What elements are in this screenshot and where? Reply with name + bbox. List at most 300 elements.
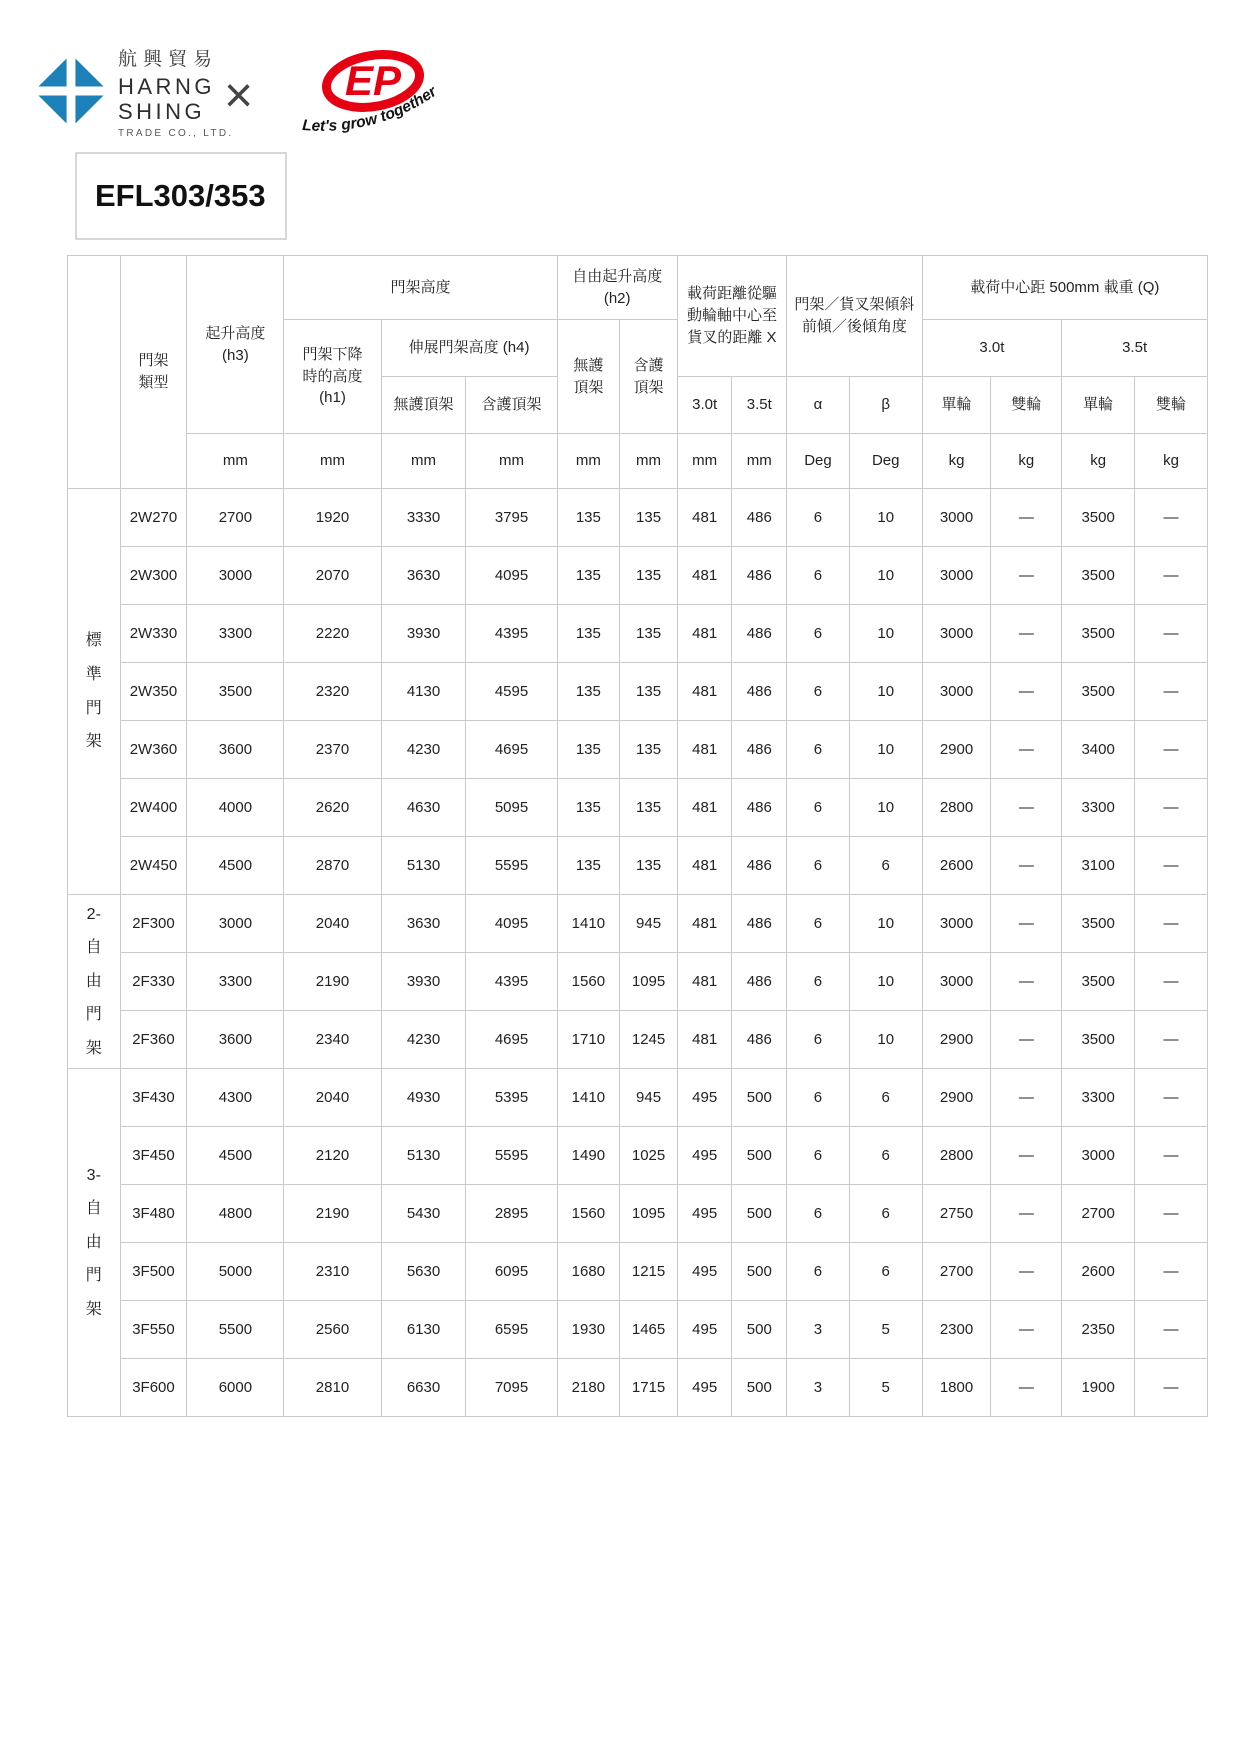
value-cell: 3500 <box>1062 547 1135 605</box>
value-cell: 2220 <box>284 605 381 663</box>
value-cell: 4230 <box>381 721 466 779</box>
header-free-lift-no-guard <box>557 320 620 434</box>
value-cell: 481 <box>677 605 732 663</box>
mast-model-cell: 2W360 <box>120 721 187 779</box>
value-cell: 10 <box>849 1011 922 1069</box>
value-cell: 3 <box>787 1301 850 1359</box>
value-cell: 6 <box>787 547 850 605</box>
value-cell: 1245 <box>620 1011 678 1069</box>
company-subtitle: TRADE CO., LTD. <box>118 127 234 139</box>
value-cell: 5 <box>849 1359 922 1417</box>
value-cell: 6 <box>787 953 850 1011</box>
value-cell: 3930 <box>381 605 466 663</box>
value-cell: 2310 <box>284 1243 381 1301</box>
value-cell: 481 <box>677 953 732 1011</box>
value-cell: 2620 <box>284 779 381 837</box>
value-cell: 6130 <box>381 1301 466 1359</box>
text-line: 標 <box>85 632 102 650</box>
value-cell: 10 <box>849 489 922 547</box>
value-cell: 486 <box>732 837 787 895</box>
value-cell: 1095 <box>620 953 678 1011</box>
value-cell: 1025 <box>620 1127 678 1185</box>
header-free-lift-with-guard <box>620 320 678 434</box>
value-cell: — <box>1135 1127 1208 1185</box>
table-row <box>68 895 1208 953</box>
text-line: 含護 <box>633 356 664 374</box>
value-cell: — <box>991 953 1062 1011</box>
unit-cell: mm <box>381 434 466 489</box>
value-cell: 1410 <box>557 895 620 953</box>
value-cell: 2350 <box>1062 1301 1135 1359</box>
value-cell: 3000 <box>922 547 991 605</box>
value-cell: 4630 <box>381 779 466 837</box>
table-row <box>68 1069 1208 1127</box>
value-cell: 1215 <box>620 1243 678 1301</box>
value-cell: 500 <box>732 1069 787 1127</box>
text-line: 2- <box>86 905 101 923</box>
value-cell: 5130 <box>381 1127 466 1185</box>
value-cell: 481 <box>677 663 732 721</box>
value-cell: 135 <box>557 605 620 663</box>
ep-initials: EP <box>344 57 402 104</box>
value-cell: 500 <box>732 1243 787 1301</box>
value-cell: — <box>1135 837 1208 895</box>
value-cell: 135 <box>620 605 678 663</box>
value-cell: 945 <box>620 895 678 953</box>
value-cell: 3500 <box>1062 663 1135 721</box>
group-label <box>68 489 121 895</box>
header-mast-height-group: 門架高度 <box>284 256 557 320</box>
value-cell: 2600 <box>1062 1243 1135 1301</box>
value-cell: 486 <box>732 1011 787 1069</box>
text-line: 自 <box>85 1200 102 1218</box>
table-row <box>68 663 1208 721</box>
units-row <box>68 434 1208 489</box>
value-cell: 4300 <box>187 1069 284 1127</box>
value-cell: 135 <box>557 779 620 837</box>
value-cell: 10 <box>849 721 922 779</box>
header-extended-height-h4: 伸展門架高度 (h4) <box>381 320 557 377</box>
value-cell: 1930 <box>557 1301 620 1359</box>
value-cell: 2040 <box>284 1069 381 1127</box>
text-line: 頂架 <box>573 378 604 396</box>
header-double-wheel-3-0t: 雙輪 <box>991 377 1062 434</box>
value-cell: 2560 <box>284 1301 381 1359</box>
corner-cell <box>68 256 121 489</box>
value-cell: — <box>991 779 1062 837</box>
value-cell: 2320 <box>284 663 381 721</box>
value-cell: 486 <box>732 895 787 953</box>
text-line: 前傾／後傾角度 <box>801 318 907 335</box>
value-cell: 2040 <box>284 895 381 953</box>
value-cell: 1920 <box>284 489 381 547</box>
value-cell: — <box>1135 1243 1208 1301</box>
value-cell: 3100 <box>1062 837 1135 895</box>
mast-model-cell: 3F550 <box>120 1301 187 1359</box>
value-cell: 135 <box>557 837 620 895</box>
value-cell: 4395 <box>466 953 557 1011</box>
value-cell: 5130 <box>381 837 466 895</box>
value-cell: 6000 <box>187 1359 284 1417</box>
table-row <box>68 1359 1208 1417</box>
value-cell: 2300 <box>922 1301 991 1359</box>
value-cell: 481 <box>677 721 732 779</box>
value-cell: 3630 <box>381 547 466 605</box>
value-cell: 6095 <box>466 1243 557 1301</box>
table-row <box>68 1185 1208 1243</box>
mast-model-cell: 2W450 <box>120 837 187 895</box>
value-cell: 6 <box>787 837 850 895</box>
value-cell: 1465 <box>620 1301 678 1359</box>
value-cell: 500 <box>732 1359 787 1417</box>
value-cell: 2900 <box>922 1069 991 1127</box>
unit-cell: kg <box>1135 434 1208 489</box>
value-cell: 6 <box>787 1011 850 1069</box>
value-cell: — <box>1135 547 1208 605</box>
company-name-en-1: HARNG <box>118 74 215 99</box>
header-beta: β <box>849 377 922 434</box>
value-cell: 486 <box>732 721 787 779</box>
value-cell: 3500 <box>1062 895 1135 953</box>
value-cell: 4230 <box>381 1011 466 1069</box>
mast-model-cell: 3F430 <box>120 1069 187 1127</box>
group-label <box>68 895 121 1069</box>
mast-model-cell: 2W300 <box>120 547 187 605</box>
mast-model-cell: 2F330 <box>120 953 187 1011</box>
ep-slogan: Let's grow together <box>301 83 440 135</box>
value-cell: 500 <box>732 1301 787 1359</box>
value-cell: 2340 <box>284 1011 381 1069</box>
value-cell: 495 <box>677 1127 732 1185</box>
model-label: EFL303/353 <box>95 178 266 213</box>
value-cell: — <box>991 605 1062 663</box>
unit-cell: kg <box>1062 434 1135 489</box>
value-cell: 481 <box>677 779 732 837</box>
text-line: 門 <box>85 1267 102 1285</box>
text-line: 架 <box>85 1039 102 1057</box>
mast-model-cell: 3F480 <box>120 1185 187 1243</box>
value-cell: 4500 <box>187 1127 284 1185</box>
header-x-3-5t: 3.5t <box>732 377 787 434</box>
unit-cell: mm <box>557 434 620 489</box>
text-line: 門 <box>85 699 102 717</box>
value-cell: 5395 <box>466 1069 557 1127</box>
value-cell: — <box>1135 953 1208 1011</box>
value-cell: — <box>991 1069 1062 1127</box>
value-cell: 6 <box>849 1185 922 1243</box>
value-cell: 1900 <box>1062 1359 1135 1417</box>
brand-row <box>0 0 1241 150</box>
unit-cell: mm <box>284 434 381 489</box>
value-cell: 10 <box>849 605 922 663</box>
value-cell: 1680 <box>557 1243 620 1301</box>
value-cell: 2370 <box>284 721 381 779</box>
value-cell: 3000 <box>1062 1127 1135 1185</box>
mast-model-cell: 3F600 <box>120 1359 187 1417</box>
spec-table-body <box>68 489 1208 1417</box>
value-cell: 2700 <box>1062 1185 1135 1243</box>
value-cell: 2600 <box>922 837 991 895</box>
table-row <box>68 837 1208 895</box>
value-cell: 481 <box>677 1011 732 1069</box>
header-capacity-3-0t: 3.0t <box>922 320 1062 377</box>
value-cell: 3000 <box>187 895 284 953</box>
value-cell: 5000 <box>187 1243 284 1301</box>
value-cell: — <box>1135 663 1208 721</box>
text-line: 由 <box>85 972 102 990</box>
value-cell: 6 <box>849 837 922 895</box>
value-cell: 10 <box>849 779 922 837</box>
value-cell: — <box>1135 489 1208 547</box>
value-cell: 5095 <box>466 779 557 837</box>
value-cell: 3500 <box>1062 605 1135 663</box>
value-cell: 10 <box>849 895 922 953</box>
text-line: 類型 <box>138 374 169 391</box>
value-cell: 6 <box>787 605 850 663</box>
value-cell: 2900 <box>922 721 991 779</box>
value-cell: 4000 <box>187 779 284 837</box>
value-cell: — <box>1135 1301 1208 1359</box>
table-row <box>68 1243 1208 1301</box>
value-cell: 135 <box>557 489 620 547</box>
value-cell: 10 <box>849 953 922 1011</box>
value-cell: 2870 <box>284 837 381 895</box>
value-cell: 5430 <box>381 1185 466 1243</box>
value-cell: — <box>991 837 1062 895</box>
header-lowered-height-h1 <box>284 320 381 434</box>
harng-shing-wordmark <box>118 50 233 139</box>
value-cell: 3600 <box>187 1011 284 1069</box>
value-cell: 945 <box>620 1069 678 1127</box>
mast-model-cell: 3F450 <box>120 1127 187 1185</box>
value-cell: 2895 <box>466 1185 557 1243</box>
value-cell: 6 <box>849 1243 922 1301</box>
value-cell: — <box>1135 1011 1208 1069</box>
value-cell: 3500 <box>187 663 284 721</box>
value-cell: 2700 <box>922 1243 991 1301</box>
header-single-wheel-3-5t: 單輪 <box>1062 377 1135 434</box>
value-cell: 3930 <box>381 953 466 1011</box>
value-cell: 6 <box>787 489 850 547</box>
value-cell: 1560 <box>557 953 620 1011</box>
value-cell: 6 <box>787 1243 850 1301</box>
value-cell: 5595 <box>466 1127 557 1185</box>
value-cell: — <box>991 1185 1062 1243</box>
value-cell: — <box>991 1127 1062 1185</box>
header-load-distance-x-group <box>677 256 786 377</box>
spec-table-header <box>68 256 1208 489</box>
value-cell: 486 <box>732 489 787 547</box>
value-cell: 4095 <box>466 895 557 953</box>
value-cell: — <box>1135 779 1208 837</box>
value-cell: 6 <box>787 1069 850 1127</box>
text-line: 頂架 <box>633 378 664 396</box>
table-row <box>68 605 1208 663</box>
value-cell: 4095 <box>466 547 557 605</box>
header-x-3-0t: 3.0t <box>677 377 732 434</box>
value-cell: 3300 <box>1062 779 1135 837</box>
value-cell: 1715 <box>620 1359 678 1417</box>
value-cell: 135 <box>620 547 678 605</box>
value-cell: 3500 <box>1062 489 1135 547</box>
value-cell: 495 <box>677 1301 732 1359</box>
value-cell: 6 <box>787 721 850 779</box>
value-cell: 2120 <box>284 1127 381 1185</box>
value-cell: 3000 <box>922 489 991 547</box>
company-name-en-2: SHING <box>118 99 206 125</box>
value-cell: 3000 <box>922 605 991 663</box>
value-cell: 495 <box>677 1069 732 1127</box>
value-cell: 1410 <box>557 1069 620 1127</box>
value-cell: 3000 <box>922 953 991 1011</box>
value-cell: 486 <box>732 663 787 721</box>
value-cell: 6 <box>787 895 850 953</box>
value-cell: 486 <box>732 953 787 1011</box>
text-line: 3- <box>86 1166 101 1184</box>
value-cell: 1710 <box>557 1011 620 1069</box>
value-cell: 4130 <box>381 663 466 721</box>
value-cell: 1560 <box>557 1185 620 1243</box>
unit-cell: kg <box>922 434 991 489</box>
value-cell: 7095 <box>466 1359 557 1417</box>
value-cell: 4800 <box>187 1185 284 1243</box>
value-cell: — <box>991 895 1062 953</box>
value-cell: — <box>991 1011 1062 1069</box>
value-cell: — <box>1135 895 1208 953</box>
value-cell: 3000 <box>922 663 991 721</box>
value-cell: 6630 <box>381 1359 466 1417</box>
value-cell: 2700 <box>187 489 284 547</box>
value-cell: 5 <box>849 1301 922 1359</box>
value-cell: 4595 <box>466 663 557 721</box>
text-line: 架 <box>85 733 102 751</box>
unit-cell: mm <box>677 434 732 489</box>
value-cell: — <box>991 1359 1062 1417</box>
text-line: 架 <box>85 1300 102 1318</box>
unit-cell: mm <box>466 434 557 489</box>
value-cell: 1095 <box>620 1185 678 1243</box>
value-cell: 486 <box>732 547 787 605</box>
value-cell: — <box>991 721 1062 779</box>
value-cell: 4395 <box>466 605 557 663</box>
header-single-wheel-3-0t: 單輪 <box>922 377 991 434</box>
unit-cell: mm <box>187 434 284 489</box>
value-cell: 2070 <box>284 547 381 605</box>
text-line: 由 <box>85 1233 102 1251</box>
text-line: 準 <box>85 665 102 683</box>
table-row <box>68 1127 1208 1185</box>
value-cell: 3630 <box>381 895 466 953</box>
value-cell: 481 <box>677 837 732 895</box>
value-cell: 2800 <box>922 779 991 837</box>
text-line: (h2) <box>603 289 631 307</box>
unit-cell: Deg <box>849 434 922 489</box>
text-line: 載荷距離從驅 <box>686 285 777 303</box>
table-row <box>68 547 1208 605</box>
value-cell: 495 <box>677 1359 732 1417</box>
text-line: 門架下降 <box>302 345 363 363</box>
header-tilt-angle-group <box>787 256 923 377</box>
value-cell: 3330 <box>381 489 466 547</box>
header-double-wheel-3-5t: 雙輪 <box>1135 377 1208 434</box>
text-line: 門架／貨叉架傾斜 <box>794 296 915 314</box>
harng-shing-logo-icon <box>34 54 108 128</box>
value-cell: — <box>991 547 1062 605</box>
value-cell: — <box>991 489 1062 547</box>
value-cell: 495 <box>677 1185 732 1243</box>
value-cell: 135 <box>557 663 620 721</box>
value-cell: 6 <box>849 1069 922 1127</box>
value-cell: 3400 <box>1062 721 1135 779</box>
text-line: 自 <box>85 939 102 957</box>
model-label-box <box>75 152 287 240</box>
value-cell: 3300 <box>1062 1069 1135 1127</box>
mast-model-cell: 2F360 <box>120 1011 187 1069</box>
value-cell: 4930 <box>381 1069 466 1127</box>
value-cell: 135 <box>620 489 678 547</box>
text-line: (h1) <box>319 389 346 407</box>
mast-model-cell: 2W330 <box>120 605 187 663</box>
value-cell: 5595 <box>466 837 557 895</box>
value-cell: 3300 <box>187 953 284 1011</box>
table-row <box>68 1011 1208 1069</box>
value-cell: 1800 <box>922 1359 991 1417</box>
value-cell: 3300 <box>187 605 284 663</box>
value-cell: 3500 <box>1062 1011 1135 1069</box>
text-line: 門架 <box>138 352 169 370</box>
value-cell: 3600 <box>187 721 284 779</box>
table-row <box>68 953 1208 1011</box>
value-cell: 135 <box>557 547 620 605</box>
mast-model-cell: 3F500 <box>120 1243 187 1301</box>
value-cell: 6 <box>849 1127 922 1185</box>
header-free-lift-h2-group <box>557 256 677 320</box>
mast-model-cell: 2W400 <box>120 779 187 837</box>
header-capacity-group: 載荷中心距 500mm 載重 (Q) <box>922 256 1207 320</box>
value-cell: 3 <box>787 1359 850 1417</box>
text-line: 門 <box>85 1006 102 1024</box>
header-lift-height-h3 <box>187 256 284 434</box>
unit-cell: mm <box>620 434 678 489</box>
table-row <box>68 1301 1208 1359</box>
value-cell: 5630 <box>381 1243 466 1301</box>
company-name-cn: 航興貿易 <box>118 49 219 70</box>
multiply-icon: × <box>224 67 254 123</box>
unit-cell: Deg <box>787 434 850 489</box>
mast-model-cell: 2W350 <box>120 663 187 721</box>
value-cell: 486 <box>732 779 787 837</box>
text-line: 時的高度 <box>302 367 363 385</box>
mast-model-cell: 2W270 <box>120 489 187 547</box>
text-line: 動輪軸中心至 <box>686 307 777 325</box>
header-mast-type <box>120 256 187 489</box>
unit-cell: mm <box>732 434 787 489</box>
value-cell: 4500 <box>187 837 284 895</box>
text-line: 自由起升高度 <box>572 267 663 285</box>
value-cell: 10 <box>849 663 922 721</box>
table-row <box>68 489 1208 547</box>
unit-cell: kg <box>991 434 1062 489</box>
spec-table <box>67 255 1208 1417</box>
ep-logo-icon <box>298 48 453 148</box>
value-cell: 2810 <box>284 1359 381 1417</box>
value-cell: 4695 <box>466 1011 557 1069</box>
value-cell: 2900 <box>922 1011 991 1069</box>
value-cell: 4695 <box>466 721 557 779</box>
value-cell: 6 <box>787 663 850 721</box>
value-cell: 135 <box>557 721 620 779</box>
value-cell: 6595 <box>466 1301 557 1359</box>
